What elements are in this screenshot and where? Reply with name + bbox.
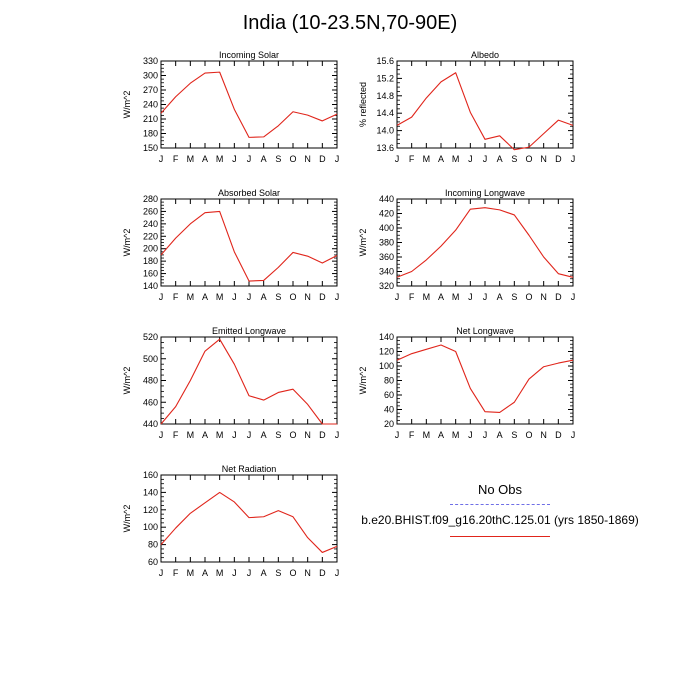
x-tick-label: O: [289, 568, 297, 578]
y-tick-label: 280: [142, 194, 158, 204]
y-tick-label: 15.6: [376, 56, 394, 66]
plot-frame: [161, 61, 337, 148]
x-tick-label: F: [408, 154, 415, 164]
x-tick-label: J: [246, 292, 252, 302]
y-tick-label: 40: [383, 404, 394, 415]
x-tick-label: A: [260, 430, 267, 440]
x-tick-label: A: [201, 568, 209, 578]
y-tick-label: 480: [142, 375, 158, 386]
chart-title: Emitted Longwave: [211, 326, 287, 336]
x-tick-label: M: [215, 430, 224, 440]
y-tick-label: 460: [142, 397, 158, 408]
series-line: [161, 211, 337, 281]
series-line: [161, 339, 337, 424]
x-tick-label: D: [555, 154, 562, 164]
x-tick-label: F: [172, 154, 179, 164]
x-tick-label: S: [275, 568, 282, 578]
y-tick-label: 60: [147, 557, 158, 567]
x-tick-label: M: [215, 154, 224, 164]
x-tick-label: J: [158, 292, 164, 302]
y-tick-label: 440: [142, 419, 158, 429]
legend-obs-line: [450, 504, 550, 505]
series-line: [397, 345, 573, 412]
plot-frame: [161, 337, 337, 424]
x-tick-label: J: [232, 568, 237, 578]
x-tick-label: J: [246, 430, 252, 440]
y-axis-label: W/m^2: [122, 504, 132, 533]
y-axis-label: W/m^2: [122, 366, 132, 395]
x-tick-label: J: [158, 154, 164, 164]
x-tick-label: O: [289, 154, 297, 164]
y-tick-label: 340: [378, 266, 394, 277]
x-tick-label: M: [451, 430, 460, 440]
y-tick-label: 180: [142, 256, 158, 267]
y-tick-label: 20: [383, 419, 394, 429]
x-tick-label: M: [451, 154, 460, 164]
x-tick-label: A: [260, 292, 267, 302]
y-tick-label: 440: [378, 194, 394, 204]
chart-albedo: [353, 47, 583, 169]
x-tick-label: A: [201, 430, 209, 440]
x-tick-label: J: [468, 154, 473, 164]
x-tick-label: M: [215, 568, 224, 578]
y-tick-label: 150: [142, 143, 158, 153]
y-tick-label: 270: [142, 85, 158, 95]
x-tick-label: J: [246, 154, 252, 164]
chart-net-radiation: [117, 461, 347, 583]
x-tick-label: N: [540, 430, 547, 440]
y-tick-label: 330: [142, 56, 158, 66]
x-tick-label: F: [172, 292, 179, 302]
x-tick-label: N: [304, 568, 311, 578]
x-tick-label: F: [408, 430, 415, 440]
x-tick-label: N: [304, 292, 311, 302]
chart-title: Net Longwave: [456, 326, 514, 336]
x-tick-label: N: [540, 292, 547, 302]
x-tick-label: N: [304, 154, 311, 164]
x-tick-label: F: [172, 430, 179, 440]
y-tick-label: 13.6: [376, 143, 394, 153]
x-tick-label: A: [260, 568, 267, 578]
chart-incoming-longwave: [353, 185, 583, 307]
y-tick-label: 260: [142, 206, 158, 217]
chart-title: Absorbed Solar: [217, 188, 281, 198]
y-tick-label: 300: [142, 70, 158, 81]
x-tick-label: S: [511, 430, 518, 440]
x-tick-label: A: [437, 430, 445, 440]
y-tick-label: 80: [147, 539, 158, 550]
plot-frame: [161, 199, 337, 286]
x-tick-label: J: [570, 430, 576, 440]
y-axis-label: W/m^2: [358, 228, 368, 257]
y-axis-label: % reflected: [358, 81, 368, 128]
x-tick-label: M: [451, 292, 460, 302]
x-tick-label: J: [394, 154, 400, 164]
x-tick-label: M: [422, 154, 431, 164]
x-tick-label: J: [232, 292, 237, 302]
x-tick-label: J: [334, 568, 340, 578]
x-tick-label: A: [201, 292, 209, 302]
chart-net-longwave: [353, 323, 583, 445]
y-tick-label: 320: [378, 281, 394, 291]
x-tick-label: J: [482, 154, 488, 164]
y-axis-label: W/m^2: [122, 228, 132, 257]
x-tick-label: S: [275, 292, 282, 302]
chart-absorbed-solar: [117, 185, 347, 307]
x-tick-label: J: [468, 430, 473, 440]
x-tick-label: J: [394, 430, 400, 440]
x-tick-label: S: [275, 154, 282, 164]
series-line: [161, 492, 337, 552]
y-tick-label: 100: [378, 361, 394, 371]
y-tick-label: 160: [142, 268, 158, 279]
y-tick-label: 120: [378, 346, 394, 357]
plot-frame: [397, 61, 573, 148]
y-tick-label: 240: [142, 99, 158, 110]
x-tick-label: O: [289, 292, 297, 302]
x-tick-label: M: [422, 430, 431, 440]
y-tick-label: 220: [142, 231, 158, 242]
x-tick-label: D: [555, 292, 562, 302]
x-tick-label: N: [540, 154, 547, 164]
y-tick-label: 160: [142, 470, 158, 480]
y-tick-label: 240: [142, 218, 158, 229]
chart-emitted-longwave: [117, 323, 347, 445]
series-line: [397, 208, 573, 278]
x-tick-label: A: [496, 430, 503, 440]
x-tick-label: D: [319, 154, 326, 164]
x-tick-label: A: [437, 292, 445, 302]
chart-title: Incoming Solar: [218, 50, 280, 60]
legend-obs-label: No Obs: [477, 482, 523, 497]
y-tick-label: 520: [142, 332, 158, 342]
x-tick-label: M: [186, 154, 195, 164]
y-tick-label: 500: [142, 353, 158, 364]
y-tick-label: 400: [378, 223, 394, 233]
x-tick-label: A: [437, 154, 445, 164]
x-tick-label: J: [482, 292, 488, 302]
y-tick-label: 100: [142, 522, 158, 533]
x-tick-label: S: [275, 430, 282, 440]
x-tick-label: J: [232, 430, 237, 440]
y-tick-label: 120: [142, 504, 158, 515]
y-tick-label: 380: [378, 237, 394, 248]
legend-case-label: b.e20.BHIST.f09_g16.20thC.125.01 (yrs 1850-1869): [361, 513, 639, 527]
x-tick-label: D: [319, 292, 326, 302]
x-tick-label: J: [334, 430, 340, 440]
x-tick-label: M: [215, 292, 224, 302]
x-tick-label: J: [232, 154, 237, 164]
x-tick-label: M: [186, 568, 195, 578]
x-tick-label: J: [334, 154, 340, 164]
x-tick-label: O: [289, 430, 297, 440]
chart-title: Albedo: [470, 50, 500, 60]
x-tick-label: A: [496, 154, 503, 164]
plot-frame: [397, 199, 573, 286]
x-tick-label: D: [319, 568, 326, 578]
x-tick-label: J: [570, 292, 576, 302]
x-tick-label: J: [334, 292, 340, 302]
y-tick-label: 14.4: [376, 108, 394, 119]
x-tick-label: J: [468, 292, 473, 302]
x-tick-label: F: [408, 292, 415, 302]
x-tick-label: M: [186, 292, 195, 302]
y-tick-label: 140: [142, 281, 158, 291]
y-tick-label: 360: [378, 252, 394, 262]
x-tick-label: A: [201, 154, 209, 164]
legend-case-line: [450, 536, 550, 537]
x-tick-label: S: [511, 292, 518, 302]
chart-title: Incoming Longwave: [444, 188, 526, 198]
x-tick-label: D: [555, 430, 562, 440]
x-tick-label: F: [172, 568, 179, 578]
x-tick-label: N: [304, 430, 311, 440]
x-tick-label: J: [482, 430, 488, 440]
y-tick-label: 15.2: [376, 73, 394, 84]
x-tick-label: J: [158, 430, 164, 440]
chart-title: Net Radiation: [221, 464, 277, 474]
x-tick-label: O: [525, 430, 533, 440]
y-tick-label: 60: [383, 390, 394, 400]
x-tick-label: J: [158, 568, 164, 578]
x-tick-label: S: [511, 154, 518, 164]
x-tick-label: A: [496, 292, 503, 302]
x-tick-label: J: [570, 154, 576, 164]
y-tick-label: 14.0: [376, 125, 394, 136]
series-line: [161, 72, 337, 137]
y-tick-label: 140: [378, 332, 394, 342]
x-tick-label: O: [525, 292, 533, 302]
y-tick-label: 180: [142, 128, 158, 139]
y-tick-label: 14.8: [376, 90, 394, 101]
y-tick-label: 140: [142, 487, 158, 498]
y-axis-label: W/m^2: [122, 90, 132, 119]
x-tick-label: A: [260, 154, 267, 164]
series-line: [397, 73, 573, 150]
chart-incoming-solar: [117, 47, 347, 169]
x-tick-label: M: [422, 292, 431, 302]
x-tick-label: J: [246, 568, 252, 578]
y-tick-label: 210: [142, 114, 158, 124]
y-tick-label: 200: [142, 243, 158, 254]
y-tick-label: 420: [378, 208, 394, 219]
x-tick-label: O: [525, 154, 533, 164]
y-axis-label: W/m^2: [358, 366, 368, 395]
y-tick-label: 80: [383, 375, 394, 386]
x-tick-label: J: [394, 292, 400, 302]
x-tick-label: M: [186, 430, 195, 440]
page-title: India (10-23.5N,70-90E): [242, 12, 458, 34]
plot-frame: [161, 475, 337, 562]
x-tick-label: D: [319, 430, 326, 440]
